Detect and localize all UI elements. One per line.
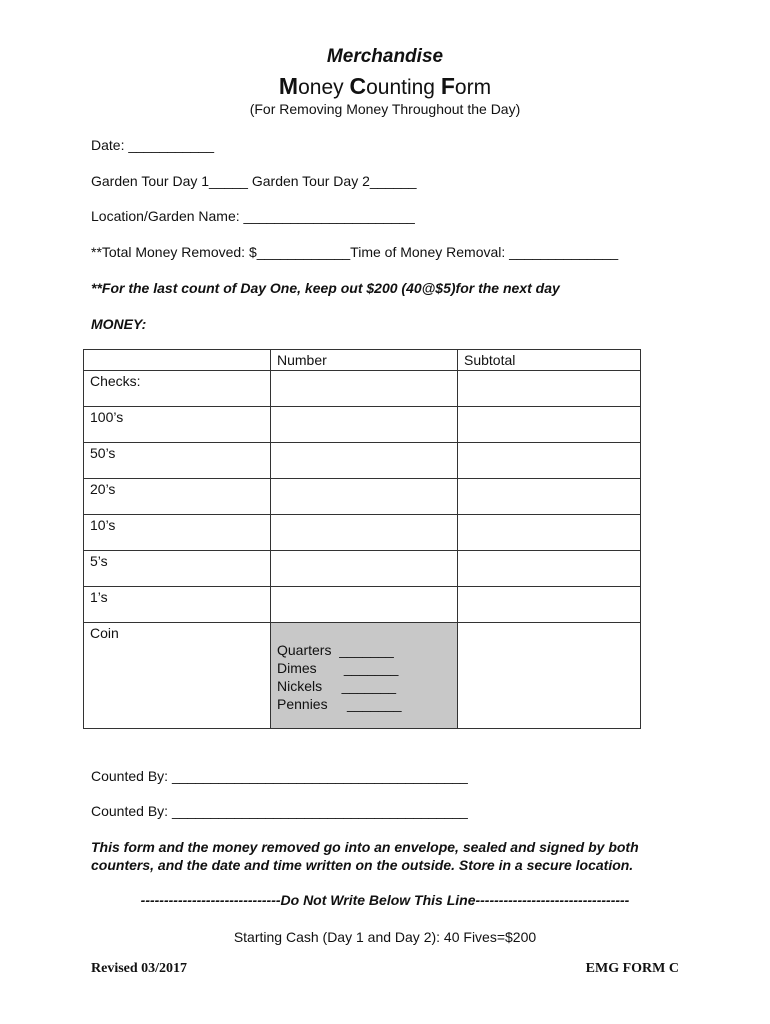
coin-dimes-field[interactable]: Dimes _______ — [277, 660, 399, 676]
row-label-100s: 100’s — [84, 407, 271, 443]
date-field[interactable]: Date: ___________ — [91, 137, 214, 153]
number-cell[interactable] — [271, 371, 458, 407]
header-cell-empty — [84, 350, 271, 371]
subtotal-cell[interactable] — [458, 587, 641, 623]
row-label-checks: Checks: — [84, 371, 271, 407]
number-cell[interactable] — [271, 551, 458, 587]
envelope-instructions: This form and the money removed go into an envelope, sealed and signed by both counters, and the date and time written on the outside. Store in a secure location. — [91, 839, 639, 873]
table-header-row — [84, 350, 641, 371]
coin-pennies-field[interactable]: Pennies _______ — [277, 696, 402, 712]
header-cell-number: Number — [271, 350, 458, 371]
table-row — [84, 371, 641, 407]
total-money-removed-field[interactable]: **Total Money Removed: $____________Time of Money Removal: ______________ — [91, 244, 619, 260]
form-title — [0, 73, 770, 100]
subtotal-cell[interactable] — [458, 623, 641, 729]
money-section-label: MONEY: — [91, 316, 147, 332]
starting-cash-note: Starting Cash (Day 1 and Day 2): 40 Fives=$200 — [233, 929, 537, 945]
form-heading-merchandise: Merchandise — [326, 46, 444, 67]
title-rest-oney: oney — [298, 76, 350, 99]
table-row — [84, 587, 641, 623]
title-cap-c: C — [349, 73, 367, 99]
location-field[interactable]: Location/Garden Name: ______________________ — [91, 208, 415, 224]
money-count-table — [83, 349, 641, 729]
number-cell[interactable] — [271, 443, 458, 479]
subtotal-cell[interactable] — [458, 371, 641, 407]
table-row — [84, 479, 641, 515]
table-row — [84, 515, 641, 551]
counted-by-field-1[interactable]: Counted By: ______________________________________ — [91, 768, 468, 784]
do-not-write-divider: ------------------------------Do Not Write Below This Line--------------------------------- — [140, 892, 630, 908]
row-label-5s: 5’s — [84, 551, 271, 587]
title-rest-orm: orm — [454, 76, 492, 99]
number-cell[interactable] — [271, 479, 458, 515]
form-subtitle: (For Removing Money Throughout the Day) — [249, 101, 521, 117]
subtotal-cell[interactable] — [458, 551, 641, 587]
title-rest-ounting: ounting — [366, 76, 441, 99]
garden-tour-days-field[interactable]: Garden Tour Day 1_____ Garden Tour Day 2______ — [91, 173, 417, 189]
coin-breakdown-cell[interactable] — [271, 623, 458, 729]
number-cell[interactable] — [271, 407, 458, 443]
coin-nickels-field[interactable]: Nickels _______ — [277, 678, 397, 694]
coin-quarters-field[interactable]: Quarters _______ — [277, 642, 394, 658]
table-row-coin — [84, 623, 641, 729]
table-row — [84, 407, 641, 443]
title-cap-m: M — [278, 73, 299, 99]
revised-date: Revised 03/2017 — [91, 961, 188, 976]
subtotal-cell[interactable] — [458, 515, 641, 551]
counted-by-field-2[interactable]: Counted By: ______________________________________ — [91, 803, 468, 819]
row-label-50s: 50’s — [84, 443, 271, 479]
subtotal-cell[interactable] — [458, 479, 641, 515]
subtotal-cell[interactable] — [458, 407, 641, 443]
row-label-1s: 1’s — [84, 587, 271, 623]
table-row — [84, 551, 641, 587]
number-cell[interactable] — [271, 515, 458, 551]
table-row — [84, 443, 641, 479]
header-cell-subtotal: Subtotal — [458, 350, 641, 371]
form-id: EMG FORM C — [585, 961, 679, 976]
number-cell[interactable] — [271, 587, 458, 623]
subtotal-cell[interactable] — [458, 443, 641, 479]
title-cap-f: F — [440, 73, 455, 99]
last-count-note: **For the last count of Day One, keep out $200 (40@$5)for the next day — [91, 280, 560, 296]
row-label-10s: 10’s — [84, 515, 271, 551]
row-label-20s: 20’s — [84, 479, 271, 515]
row-label-coin: Coin — [84, 623, 271, 729]
